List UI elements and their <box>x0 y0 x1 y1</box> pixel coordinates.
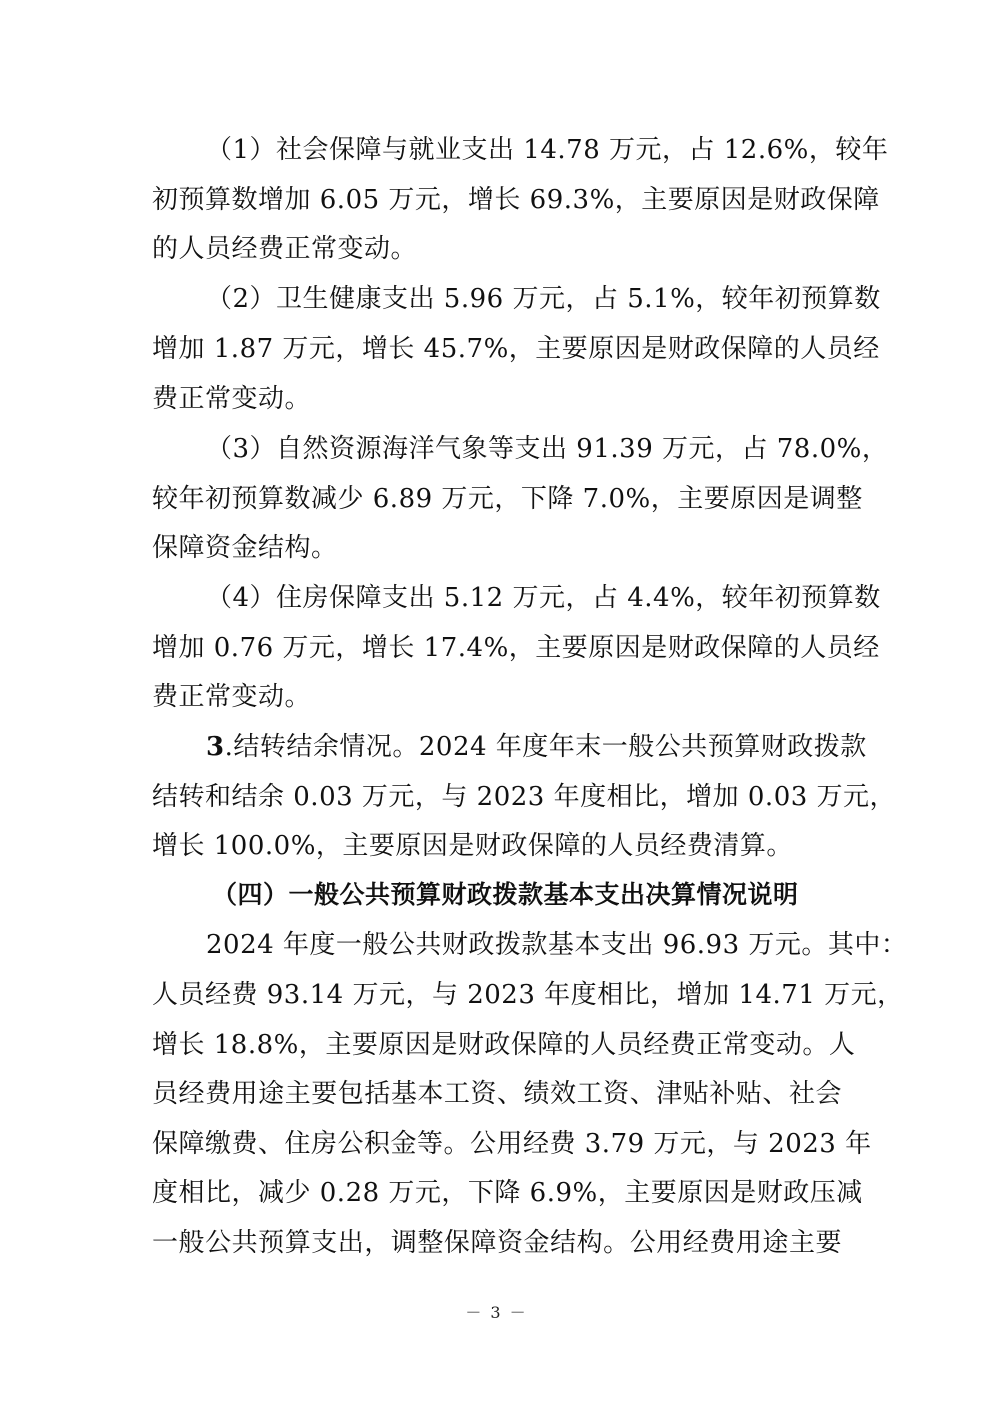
paragraph-6-line-6: 度相比，减少 0.28 万元，下降 6.9%，主要原因是财政压减 <box>152 1178 863 1208</box>
paragraph-4-line-2: 增加 0.76 万元，增长 17.4%，主要原因是财政保障的人员经 <box>152 633 880 663</box>
paragraph-6-line-2: 人员经费 93.14 万元，与 2023 年度相比，增加 14.71 万元， <box>152 980 904 1010</box>
paragraph-6-line-7: 一般公共预算支出，调整保障资金结构。公用经费用途主要 <box>152 1228 842 1258</box>
paragraph-5-line-1-text: .结转结余情况。2024 年度年末一般公共预算财政拨款 <box>224 732 867 762</box>
paragraph-2-line-2: 增加 1.87 万元，增长 45.7%，主要原因是财政保障的人员经 <box>152 334 880 364</box>
section-heading: （四）一般公共预算财政拨款基本支出决算情况说明 <box>212 880 799 909</box>
paragraph-1-line-1: （1）社会保障与就业支出 14.78 万元，占 12.6%，较年 <box>206 135 889 165</box>
paragraph-5-line-2: 结转和结余 0.03 万元，与 2023 年度相比，增加 0.03 万元， <box>152 782 897 812</box>
paragraph-1-line-3: 的人员经费正常变动。 <box>152 234 418 264</box>
paragraph-4-line-1: （4）住房保障支出 5.12 万元，占 4.4%，较年初预算数 <box>206 583 881 613</box>
paragraph-2-line-3: 费正常变动。 <box>152 384 312 414</box>
page-number: － 3 － <box>465 1303 528 1322</box>
paragraph-6-line-5: 保障缴费、住房公积金等。公用经费 3.79 万元，与 2023 年 <box>152 1129 872 1159</box>
paragraph-5-line-3: 增长 100.0%，主要原因是财政保障的人员经费清算。 <box>152 831 793 861</box>
paragraph-2-line-1: （2）卫生健康支出 5.96 万元，占 5.1%，较年初预算数 <box>206 284 881 314</box>
paragraph-4-line-3: 费正常变动。 <box>152 682 312 712</box>
paragraph-6-line-4: 员经费用途主要包括基本工资、绩效工资、津贴补贴、社会 <box>152 1079 842 1109</box>
paragraph-1-line-2: 初预算数增加 6.05 万元，增长 69.3%，主要原因是财政保障 <box>152 185 880 215</box>
paragraph-6-line-3: 增长 18.8%，主要原因是财政保障的人员经费正常变动。人 <box>152 1030 856 1060</box>
section-number: 3 <box>206 732 225 762</box>
paragraph-3-line-2: 较年初预算数减少 6.89 万元，下降 7.0%，主要原因是调整 <box>152 484 863 514</box>
paragraph-3-line-1: （3）自然资源海洋气象等支出 91.39 万元，占 78.0%， <box>206 434 889 464</box>
paragraph-5-line-1 <box>206 731 867 763</box>
paragraph-3-line-3: 保障资金结构。 <box>152 533 338 563</box>
paragraph-6-line-1: 2024 年度一般公共财政拨款基本支出 96.93 万元。其中： <box>206 930 908 960</box>
